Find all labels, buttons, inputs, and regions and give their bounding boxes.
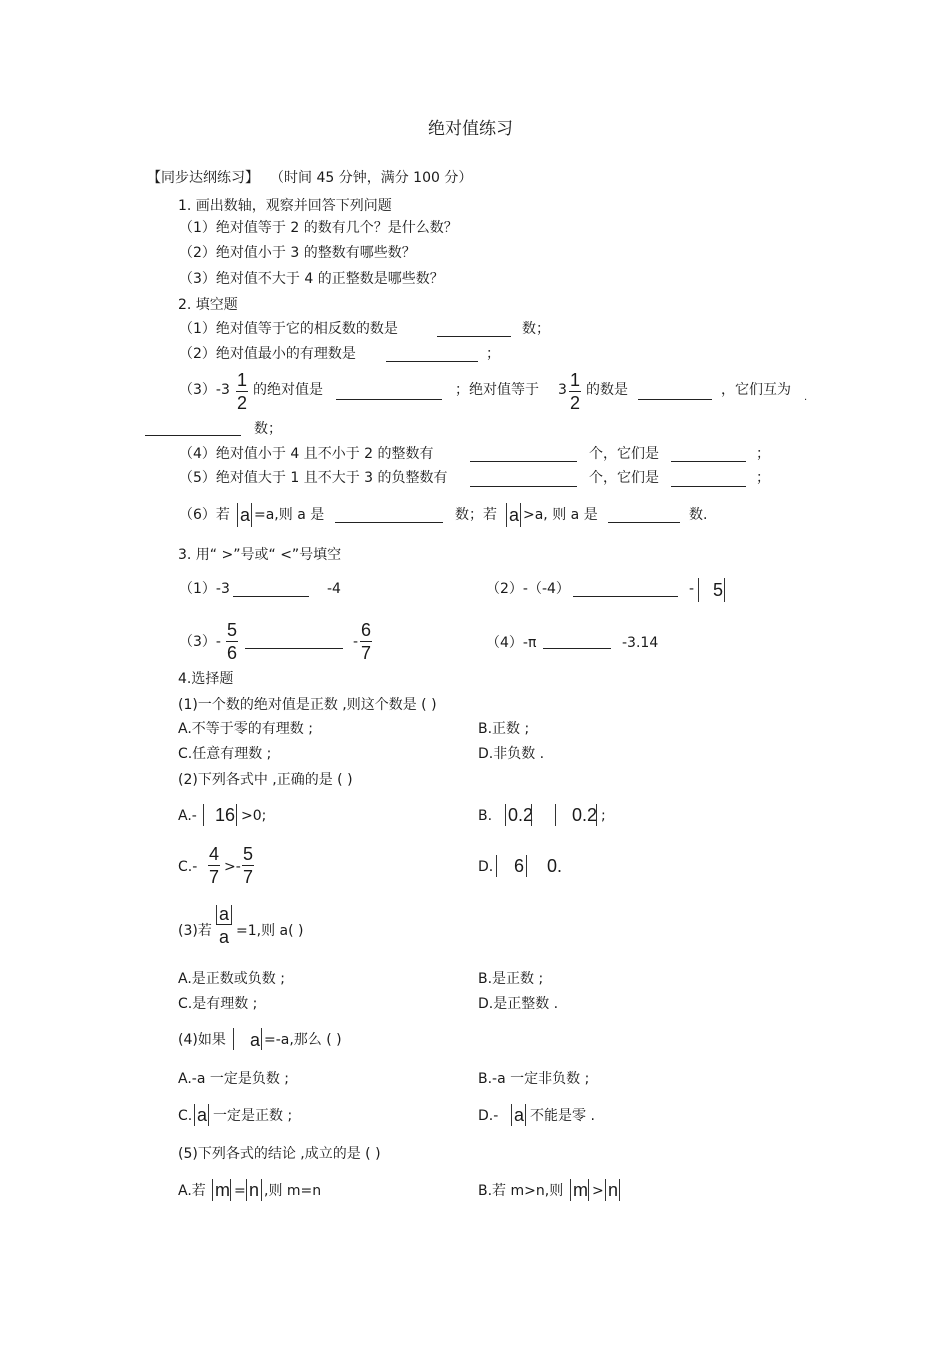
q3-part1-blank[interactable] <box>233 596 309 597</box>
abs-bar <box>526 855 527 877</box>
abs-bar <box>555 804 556 826</box>
q4-s4-option-d-suffix: 不能是零 . <box>530 1108 595 1124</box>
fraction-numerator: 1 <box>570 370 581 390</box>
q4-s2-option-c-prefix[interactable]: C.- <box>178 859 198 875</box>
fraction-one-half-b <box>569 371 581 412</box>
abs-var-a: a <box>197 1105 208 1125</box>
q3-part3-text: （3）- <box>179 634 221 650</box>
q4-s3-option-d[interactable]: D.是正整数 . <box>478 996 559 1012</box>
q4-s1-stem: (1)一个数的绝对值是正数 ,则这个数是 ( ) <box>178 697 437 713</box>
q4-s2-option-a-prefix[interactable]: A.- <box>178 808 197 824</box>
section-label: 【同步达纲练习】 <box>147 170 259 186</box>
q2-part4-count: 个，它们是 <box>589 446 659 462</box>
fraction-abs-a-over-a <box>216 905 232 946</box>
abs-var-n: n <box>608 1180 619 1200</box>
q4-s2-option-b-prefix[interactable]: B. <box>478 808 493 824</box>
q2-part2-suffix: ； <box>486 346 500 362</box>
abs-bar <box>605 1179 606 1201</box>
abs-bar <box>208 1104 209 1126</box>
abs-bar <box>520 503 521 527</box>
q2-part3-blank2[interactable] <box>638 399 712 400</box>
fraction-numerator: a <box>216 905 232 924</box>
q2-part1-blank[interactable] <box>437 336 511 337</box>
q2-part4-suffix: ； <box>756 446 770 462</box>
q3-part3-blank[interactable] <box>245 648 343 649</box>
q2-part1-suffix: 数； <box>522 321 550 337</box>
fraction-denominator: 6 <box>227 643 238 663</box>
abs-bar <box>236 804 237 826</box>
abs-var-a: a <box>509 505 520 525</box>
fraction-five-sixths <box>226 621 238 662</box>
q4-s3-option-a[interactable]: A.是正数或负数 ; <box>178 971 285 987</box>
abs-value: 0.2 <box>572 805 598 825</box>
fraction-four-sevenths <box>208 845 220 886</box>
q4-s1-option-d[interactable]: D.非负数 . <box>478 746 545 762</box>
abs-value: 16 <box>215 805 236 825</box>
q2-part6-blank1[interactable] <box>335 522 443 523</box>
q2-part5-suffix: ； <box>756 470 770 486</box>
q4-stem: 4.选择题 <box>178 671 234 687</box>
q2-part3-num-label: 的数是 <box>586 382 628 398</box>
fraction-numerator: 1 <box>237 370 248 390</box>
abs-bar <box>525 1104 526 1126</box>
fraction-five-sevenths <box>242 845 254 886</box>
q4-s5-option-a-suffix: ,则 m=n <box>264 1183 322 1199</box>
abs-var-n: n <box>249 1180 260 1200</box>
q4-s2-option-d-prefix[interactable]: D. <box>478 859 494 875</box>
q3-part4-rhs: -3.14 <box>622 635 659 651</box>
q2-part4-blank1[interactable] <box>470 461 577 462</box>
abs-bar <box>237 503 238 527</box>
abs-bar <box>596 804 597 826</box>
abs-var-a: a <box>240 505 251 525</box>
fraction-denominator: a <box>216 924 232 946</box>
fraction-numerator: 5 <box>243 844 254 864</box>
q4-s3-stem-prefix: (3)若 <box>178 923 212 939</box>
q4-s3-option-c[interactable]: C.是有理数 ; <box>178 996 258 1012</box>
q3-part2-blank[interactable] <box>573 596 678 597</box>
abs-bar <box>505 804 506 826</box>
q2-part6-cond2: >a, 则 a 是 <box>523 507 598 523</box>
q2-part3-three: 3 <box>558 382 567 398</box>
exam-info: （时间 45 分钟，满分 100 分） <box>270 170 473 186</box>
abs-bar <box>531 804 532 826</box>
abs-var-a: a <box>514 1105 525 1125</box>
q4-s4-stem-prefix: (4)如果 <box>178 1032 226 1048</box>
q2-part6-text: （6）若 <box>179 507 230 523</box>
abs-value-five: 5 <box>713 580 724 600</box>
fraction-one-half-a <box>236 371 248 412</box>
fraction-numerator: 4 <box>209 844 220 864</box>
fraction-numerator: 6 <box>361 620 372 640</box>
q3-part4-text: （4）-π <box>486 635 537 651</box>
q4-s4-option-b[interactable]: B.-a 一定非负数 ; <box>478 1071 590 1087</box>
fraction-denominator: 7 <box>209 867 220 887</box>
fraction-denominator: 7 <box>361 643 372 663</box>
abs-var-m: m <box>573 1180 588 1200</box>
q4-s4-option-a[interactable]: A.-a 一定是负数 ; <box>178 1071 290 1087</box>
q3-part4-blank[interactable] <box>543 648 611 649</box>
fraction-denominator: 7 <box>243 867 254 887</box>
q2-part6-suffix: 数. <box>689 507 708 523</box>
q1-part2: （2）绝对值小于 3 的整数有哪些数？ <box>179 245 416 261</box>
q2-part6-mid: 数；若 <box>455 507 497 523</box>
abs-var-m: m <box>215 1180 230 1200</box>
q2-part5-text: （5）绝对值大于 1 且不大于 3 的负整数有 <box>179 470 448 486</box>
q2-part3-text: （3）-3 <box>179 382 230 398</box>
equals-sign: = <box>234 1183 246 1199</box>
page-title: 绝对值练习 <box>428 119 513 139</box>
q4-s5-stem: (5)下列各式的结论 ,成立的是 ( ) <box>178 1146 381 1162</box>
abs-bar <box>511 1104 512 1126</box>
abs-bar <box>496 855 497 877</box>
q2-part5-blank2[interactable] <box>671 486 746 487</box>
q2-part5-blank1[interactable] <box>470 486 577 487</box>
q3-part2-text: （2）-（-4） <box>486 581 570 597</box>
q4-s3-option-b[interactable]: B.是正数 ; <box>478 971 544 987</box>
q4-s2-option-b-suffix: ; <box>601 808 606 824</box>
q4-s5-option-a-prefix[interactable]: A.若 <box>178 1183 206 1199</box>
fraction-denominator: 2 <box>237 393 248 413</box>
q2-part3-mid: ；绝对值等于 <box>455 382 539 398</box>
q2-part5-count: 个，它们是 <box>589 470 659 486</box>
q3-part3-neg: - <box>353 634 359 650</box>
q4-s4-option-d-prefix[interactable]: D.- <box>478 1108 499 1124</box>
q3-stem: 3. 用“ >”号或“ <”号填空 <box>178 547 342 563</box>
abs-bar <box>194 1104 195 1126</box>
abs-bar <box>246 1179 247 1201</box>
fraction-denominator: 2 <box>570 393 581 413</box>
q2-part1-text: （1）绝对值等于它的相反数的数是 <box>179 321 398 337</box>
q2-part3-opposite: ，它们互为 <box>721 382 791 398</box>
q2-part3-blank3[interactable] <box>145 435 241 436</box>
q4-s2-stem: (2)下列各式中 ,正确的是 ( ) <box>178 772 353 788</box>
q4-s4-option-c-suffix: 一定是正数 ; <box>213 1108 293 1124</box>
abs-value: 6 <box>514 856 525 876</box>
q4-s2-option-c-compare: >- <box>224 859 241 875</box>
stray-dot: . <box>804 392 808 403</box>
greater-sign: > <box>592 1183 604 1199</box>
q2-part6-cond1: =a,则 a 是 <box>254 507 325 523</box>
q2-part3-suffix: 数； <box>254 421 282 437</box>
abs-bar <box>203 804 204 826</box>
abs-bar <box>230 1179 231 1201</box>
abs-bar <box>251 503 252 527</box>
q1-stem: 1. 画出数轴，观察并回答下列问题 <box>178 198 392 214</box>
q2-part4-text: （4）绝对值小于 4 且不小于 2 的整数有 <box>179 446 434 462</box>
abs-bar <box>698 578 699 602</box>
q4-s3-stem-suffix: =1,则 a( ) <box>236 923 304 939</box>
fraction-numerator: 5 <box>227 620 238 640</box>
abs-bar <box>212 1179 213 1201</box>
q4-s4-option-c-prefix[interactable]: C. <box>178 1108 193 1124</box>
q4-s4-stem-suffix: =-a,那么 ( ) <box>264 1032 342 1048</box>
abs-bar <box>261 1028 262 1050</box>
abs-bar <box>570 1179 571 1201</box>
abs-value: 0.2 <box>508 805 534 825</box>
q1-part3: （3）绝对值不大于 4 的正整数是哪些数？ <box>179 271 444 287</box>
abs-bar <box>261 1179 262 1201</box>
q4-s2-option-a-suffix: >0; <box>241 808 267 824</box>
abs-bar <box>588 1179 589 1201</box>
q2-part4-blank2[interactable] <box>671 461 746 462</box>
q2-part2-blank[interactable] <box>386 361 478 362</box>
q4-s5-option-b-prefix[interactable]: B.若 m>n,则 <box>478 1183 564 1199</box>
q2-part2-text: （2）绝对值最小的有理数是 <box>179 346 356 362</box>
abs-bar <box>506 503 507 527</box>
abs-var-a: a <box>250 1030 261 1050</box>
q3-part2-neg: - <box>689 581 695 597</box>
abs-value: 0. <box>547 856 563 876</box>
q4-s1-option-a[interactable]: A.不等于零的有理数 ; <box>178 721 313 737</box>
q2-stem: 2. 填空题 <box>178 297 238 313</box>
q2-part6-blank2[interactable] <box>608 522 680 523</box>
q3-part1-rhs: -4 <box>327 581 341 597</box>
q4-s1-option-b[interactable]: B.正数 ; <box>478 721 530 737</box>
abs-bar <box>619 1179 620 1201</box>
abs-bar <box>724 578 725 602</box>
abs-bar <box>233 1028 234 1050</box>
fraction-six-sevenths <box>360 621 372 662</box>
q2-part3-blank1[interactable] <box>336 399 442 400</box>
q3-part1-text: （1）-3 <box>179 581 230 597</box>
q1-part1: （1）绝对值等于 2 的数有几个？是什么数？ <box>179 220 458 236</box>
q4-s1-option-c[interactable]: C.任意有理数 ; <box>178 746 272 762</box>
q2-part3-abs-label: 的绝对值是 <box>253 382 323 398</box>
